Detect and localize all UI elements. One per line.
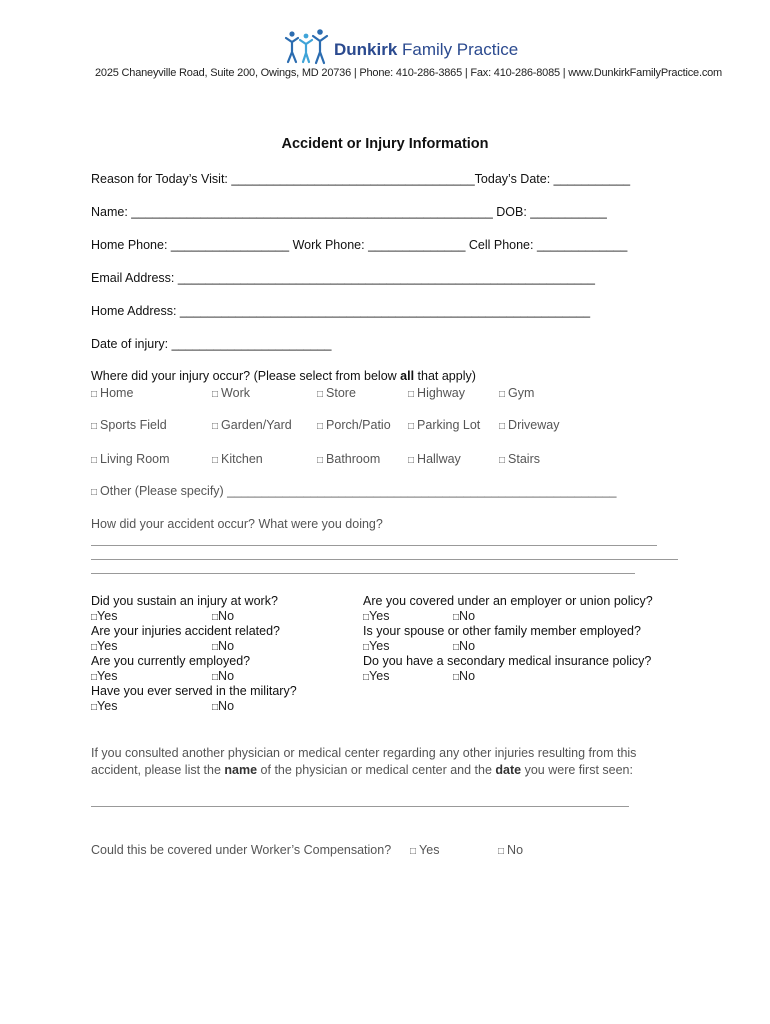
- logo-text: [334, 40, 518, 60]
- checkbox-icon: □: [317, 389, 324, 400]
- logo-light: Family Practice: [397, 40, 519, 59]
- location-checkbox-parking-lot[interactable]: [408, 418, 480, 432]
- no-label: No: [218, 699, 235, 713]
- logo-bold: Dunkirk: [334, 40, 398, 59]
- location-checkbox-highway[interactable]: [408, 386, 465, 400]
- checkbox-icon: □: [408, 389, 415, 400]
- physician-text-a: accident, please list the: [91, 763, 225, 777]
- location-checkbox-gym[interactable]: [499, 386, 534, 400]
- yes-label: Yes: [97, 609, 118, 623]
- no-checkbox[interactable]: [453, 639, 475, 653]
- checkbox-icon: □: [410, 846, 417, 857]
- checkbox-icon: □: [91, 612, 98, 623]
- location-question: [91, 369, 476, 383]
- physician-text-b: of the physician or medical center and the: [257, 763, 496, 777]
- yes-label: Yes: [97, 699, 118, 713]
- checkbox-icon: □: [91, 702, 98, 713]
- location-label: Home: [100, 386, 134, 400]
- yes-checkbox[interactable]: [363, 639, 389, 653]
- no-label: No: [218, 669, 235, 683]
- yes-checkbox[interactable]: [363, 609, 389, 623]
- reason-field[interactable]: Reason for Today’s Visit: ___________________________________Today’s Date: ___________: [91, 172, 631, 186]
- checkbox-icon: □: [212, 421, 219, 432]
- no-checkbox[interactable]: [453, 609, 475, 623]
- checkbox-icon: □: [91, 389, 98, 400]
- workers-comp-yes-checkbox[interactable]: [410, 843, 439, 857]
- yes-checkbox[interactable]: [363, 669, 389, 683]
- location-checkbox-bathroom[interactable]: [317, 452, 380, 466]
- no-label: No: [507, 843, 524, 857]
- location-checkbox-garden-yard[interactable]: [212, 418, 292, 432]
- family-figures-icon: [284, 28, 334, 68]
- location-label: Work: [221, 386, 250, 400]
- physician-answer-line[interactable]: [91, 806, 629, 807]
- checkbox-icon: □: [212, 642, 219, 653]
- checkbox-icon: □: [499, 389, 506, 400]
- no-label: No: [459, 609, 476, 623]
- physician-instruction-line-1: If you consulted another physician or medical center regarding any other injuries resulting from this: [91, 746, 637, 760]
- yes-label: Yes: [369, 669, 390, 683]
- no-checkbox[interactable]: [453, 669, 475, 683]
- no-label: No: [218, 609, 235, 623]
- physician-text-name: name: [224, 763, 258, 777]
- date-of-injury-field[interactable]: Date of injury: _______________________: [91, 337, 332, 351]
- location-label: Garden/Yard: [221, 418, 292, 432]
- checkbox-icon: □: [212, 702, 219, 713]
- checkbox-icon: □: [91, 672, 98, 683]
- location-question-bold: all: [400, 369, 415, 383]
- question-secondary-insurance: Do you have a secondary medical insurance policy?: [363, 654, 652, 668]
- checkbox-icon: □: [499, 455, 506, 466]
- phone-fields[interactable]: Home Phone: _________________ Work Phone: ______________ Cell Phone: _____________: [91, 238, 628, 252]
- location-label: Living Room: [100, 452, 170, 466]
- checkbox-icon: □: [408, 455, 415, 466]
- location-label: Porch/Patio: [326, 418, 391, 432]
- location-question-suffix: that apply): [414, 369, 476, 383]
- yes-checkbox[interactable]: [91, 639, 117, 653]
- how-question: How did your accident occur? What were you doing?: [91, 517, 383, 531]
- location-checkbox-home[interactable]: [91, 386, 133, 400]
- yes-label: Yes: [97, 639, 118, 653]
- yes-checkbox[interactable]: [91, 669, 117, 683]
- location-label: Gym: [508, 386, 535, 400]
- checkbox-icon: □: [212, 672, 219, 683]
- checkbox-icon: □: [453, 672, 460, 683]
- checkbox-icon: □: [363, 672, 370, 683]
- yes-label: Yes: [97, 669, 118, 683]
- location-label: Bathroom: [326, 452, 381, 466]
- checkbox-icon: □: [499, 421, 506, 432]
- checkbox-icon: □: [408, 421, 415, 432]
- location-checkbox-hallway[interactable]: [408, 452, 461, 466]
- location-checkbox-porch-patio[interactable]: [317, 418, 391, 432]
- no-label: No: [218, 639, 235, 653]
- workers-comp-question: Could this be covered under Worker’s Compensation?: [91, 843, 392, 857]
- checkbox-icon: □: [498, 846, 505, 857]
- checkbox-icon: □: [212, 389, 219, 400]
- email-field[interactable]: Email Address: ____________________________________________________________: [91, 271, 595, 285]
- yes-label: Yes: [369, 609, 390, 623]
- location-label: Highway: [417, 386, 465, 400]
- location-label: Store: [326, 386, 356, 400]
- physician-text-date: date: [495, 763, 522, 777]
- location-checkbox-store[interactable]: [317, 386, 356, 400]
- location-checkbox-stairs[interactable]: [499, 452, 540, 466]
- no-label: No: [459, 639, 476, 653]
- checkbox-icon: □: [453, 612, 460, 623]
- location-label: Stairs: [508, 452, 540, 466]
- question-employer-union-policy: Are you covered under an employer or union policy?: [363, 594, 653, 608]
- location-label: Parking Lot: [417, 418, 481, 432]
- location-question-prefix: Where did your injury occur? (Please select from below: [91, 369, 401, 383]
- checkbox-icon: □: [317, 455, 324, 466]
- no-label: No: [459, 669, 476, 683]
- no-checkbox[interactable]: [212, 699, 234, 713]
- checkbox-icon: □: [363, 642, 370, 653]
- address-line: 2025 Chaneyville Road, Suite 200, Owings, MD 20736 | Phone: 410-286-3865 | Fax: 410-286-8085 | www.DunkirkFamilyPractice.com: [95, 67, 723, 79]
- checkbox-icon: □: [91, 642, 98, 653]
- physician-instruction-line-2: [91, 763, 633, 777]
- question-spouse-employed: Is your spouse or other family member employed?: [363, 624, 641, 638]
- location-checkbox-other[interactable]: [91, 484, 616, 498]
- checkbox-icon: □: [317, 421, 324, 432]
- question-accident-related: Are your injuries accident related?: [91, 624, 280, 638]
- question-military: Have you ever served in the military?: [91, 684, 297, 698]
- checkbox-icon: □: [91, 487, 98, 498]
- location-checkbox-sports-field[interactable]: [91, 418, 167, 432]
- no-checkbox[interactable]: [212, 669, 234, 683]
- yes-label: Yes: [369, 639, 390, 653]
- name-field[interactable]: Name: ____________________________________________________ DOB: ___________: [91, 205, 607, 219]
- workers-comp-no-checkbox[interactable]: [498, 843, 523, 857]
- question-injury-at-work: Did you sustain an injury at work?: [91, 594, 278, 608]
- location-label: Driveway: [508, 418, 560, 432]
- yes-label: Yes: [419, 843, 440, 857]
- checkbox-icon: □: [363, 612, 370, 623]
- yes-checkbox[interactable]: [91, 699, 117, 713]
- location-checkbox-driveway[interactable]: [499, 418, 559, 432]
- location-other-label: Other (Please specify) ________________________________________________________: [100, 484, 617, 498]
- home-address-field[interactable]: Home Address: ___________________________________________________________: [91, 304, 591, 318]
- location-checkbox-work[interactable]: [212, 386, 250, 400]
- no-checkbox[interactable]: [212, 609, 234, 623]
- how-answer-line-2[interactable]: [91, 559, 678, 560]
- checkbox-icon: □: [91, 455, 98, 466]
- location-label: Sports Field: [100, 418, 167, 432]
- checkbox-icon: □: [212, 612, 219, 623]
- checkbox-icon: □: [212, 455, 219, 466]
- checkbox-icon: □: [91, 421, 98, 432]
- checkbox-icon: □: [453, 642, 460, 653]
- location-label: Hallway: [417, 452, 461, 466]
- yes-checkbox[interactable]: [91, 609, 117, 623]
- physician-text-c: you were first seen:: [521, 763, 633, 777]
- how-answer-line-3[interactable]: [91, 573, 635, 574]
- location-checkbox-living-room[interactable]: [91, 452, 170, 466]
- location-label: Kitchen: [221, 452, 263, 466]
- how-answer-line-1[interactable]: [91, 545, 657, 546]
- page-title: Accident or Injury Information: [281, 136, 489, 152]
- practice-logo: [284, 28, 519, 68]
- no-checkbox[interactable]: [212, 639, 234, 653]
- location-checkbox-kitchen[interactable]: [212, 452, 263, 466]
- question-currently-employed: Are you currently employed?: [91, 654, 251, 668]
